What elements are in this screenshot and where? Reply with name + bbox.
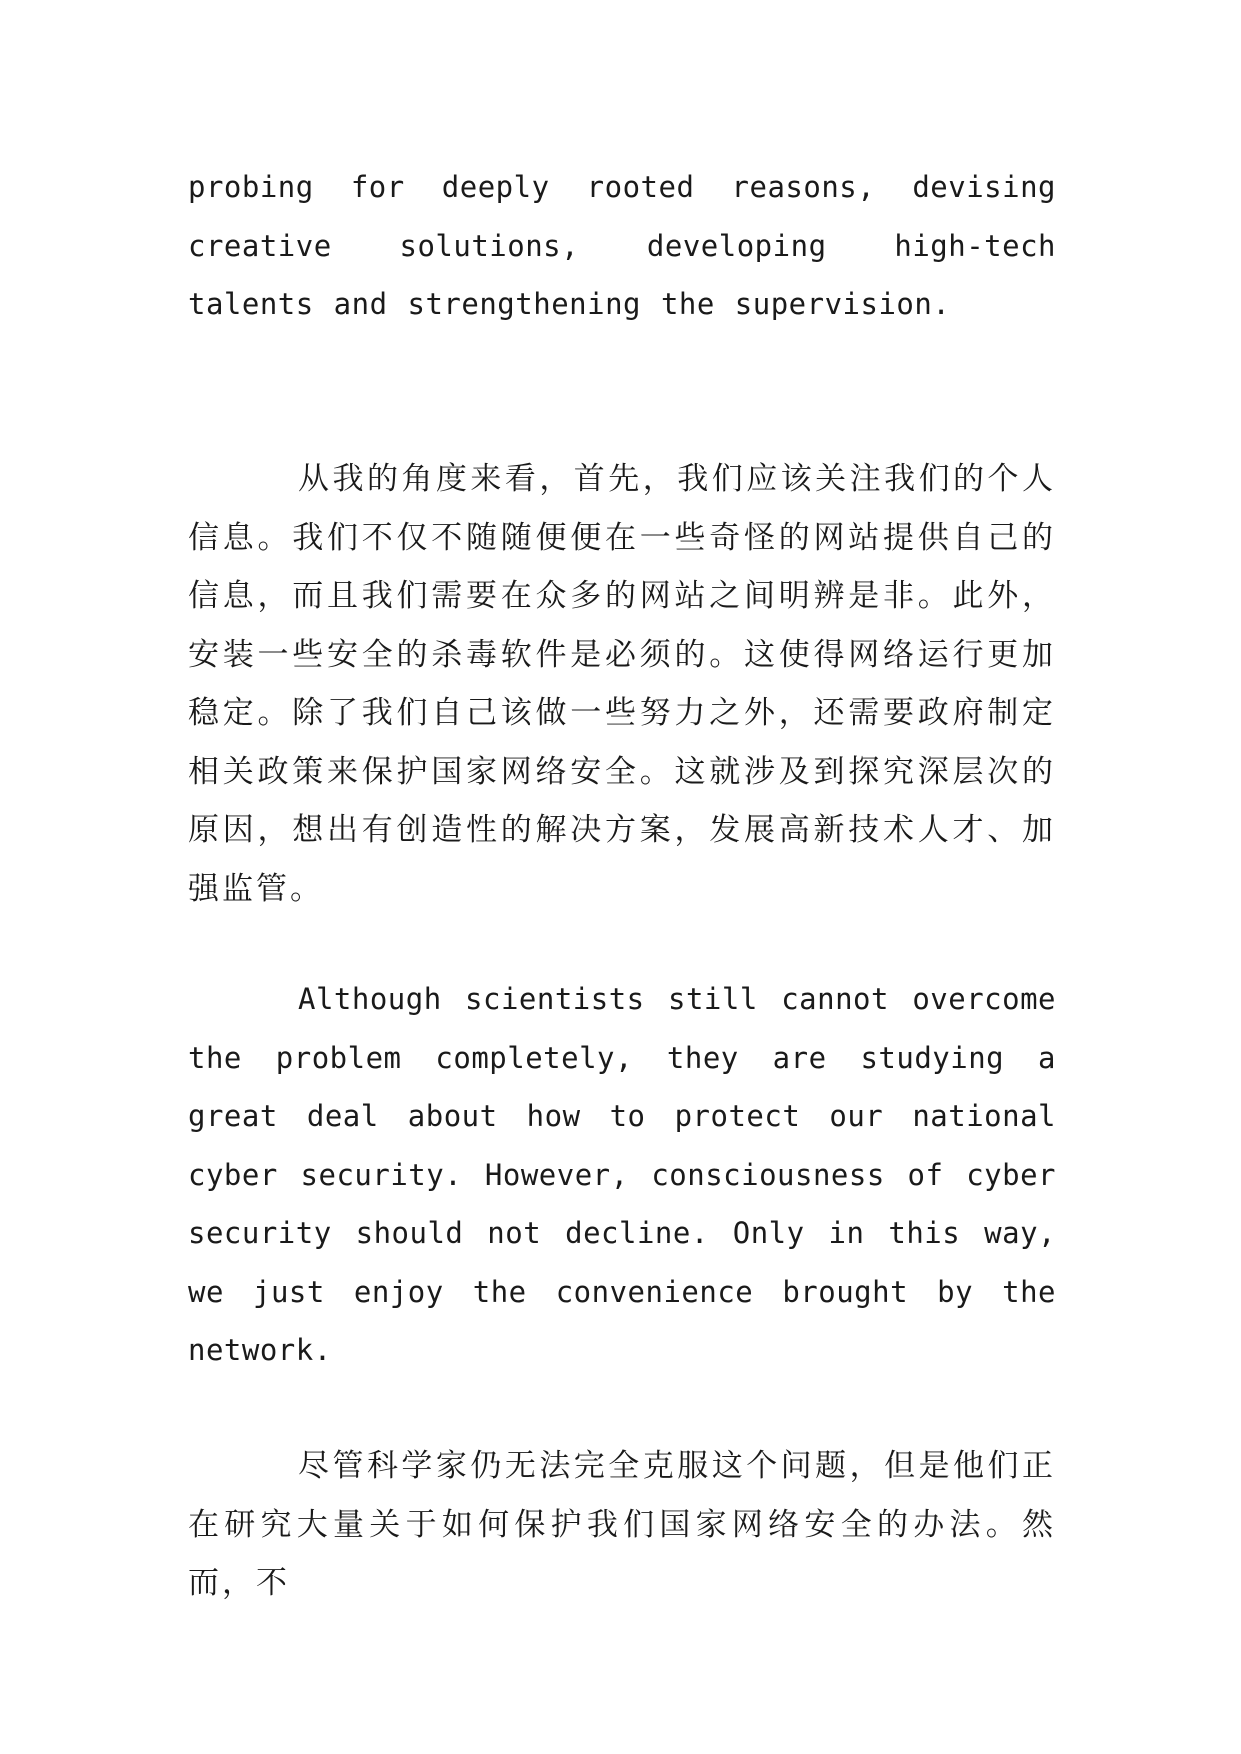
- paragraph-chinese-viewpoint: 从我的角度来看，首先，我们应该关注我们的个人信息。我们不仅不随随便便在一些奇怪的网站提供自己的信息，而且我们需要在众多的网站之间明辨是非。此外，安装一些安全的杀毒软件是必须的。这使得网络运行更加稳定。除了我们自己该做一些努力之外，还需要政府制定相关政策来保护国家网络安全。这就涉及到探究深层次的原因，想出有创造性的解决方案，发展高新技术人才、加强监管。: [188, 461, 1056, 907]
- paragraph-chinese-scientists: 尽管科学家仍无法完全克服这个问题，但是他们正在研究大量关于如何保护我们国家网络安全的办法。然而，不: [188, 1448, 1056, 1601]
- paragraph-english-scientists: Although scientists still cannot overcome the problem completely, they are studying a great deal about how to protect our national cyber security. However, consciousness of cyber security should not decline. Only in this way, we just enjoy the convenience brought by the network.: [188, 982, 1056, 1367]
- paragraph-english-conclusion: probing for deeply rooted reasons, devising creative solutions, developing high-tech talents and strengthening the supervision.: [188, 170, 1056, 321]
